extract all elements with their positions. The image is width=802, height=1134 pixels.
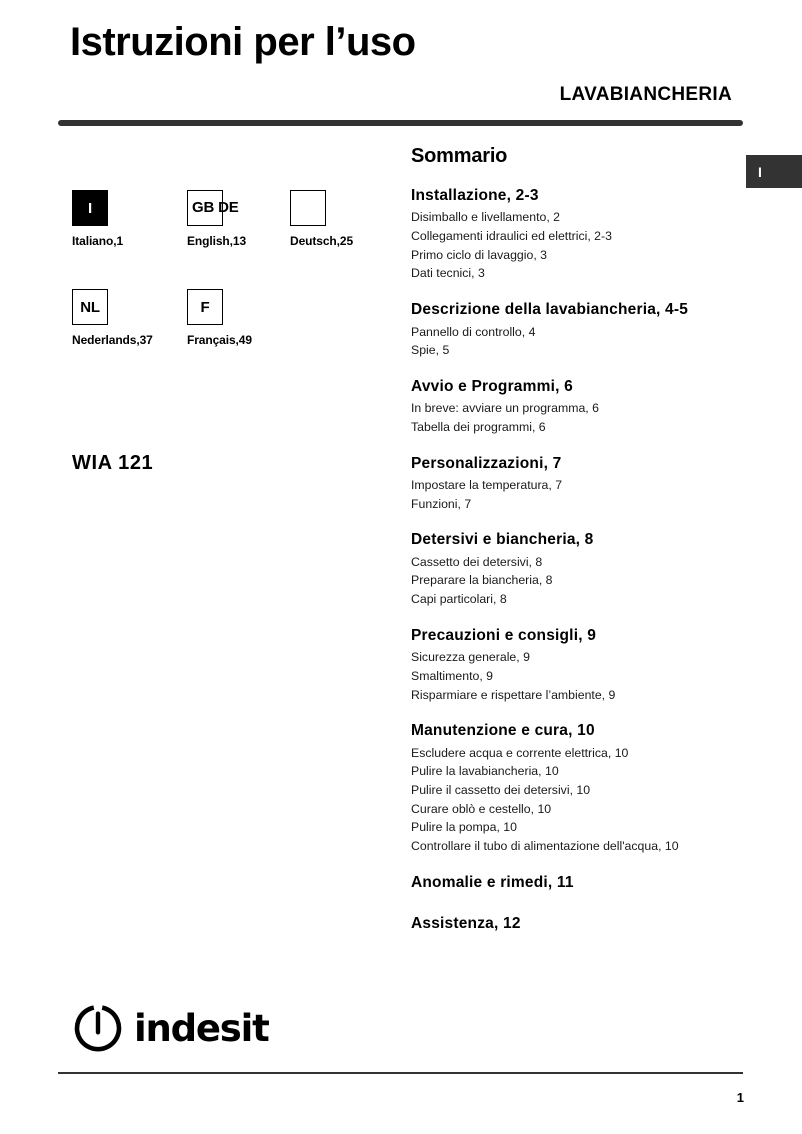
summary-heading[interactable]: Precauzioni e consigli, 9 [411, 626, 597, 644]
summary-entry[interactable]: Pannello di controllo, 4 [411, 324, 536, 339]
summary-title: Sommario [411, 145, 508, 167]
language-label: English,13 [187, 234, 247, 248]
language-code-box [290, 190, 326, 226]
product-type-label: LAVABIANCHERIA [559, 84, 732, 105]
language-row [72, 289, 392, 388]
language-tab-code: I [758, 163, 762, 180]
brand-logo [72, 1002, 269, 1054]
summary-entry[interactable]: Curare oblò e cestello, 10 [411, 801, 552, 816]
summary-entry[interactable]: Dati tecnici, 3 [411, 266, 485, 281]
summary-group [411, 454, 741, 514]
language-label: Italiano,1 [72, 234, 124, 248]
summary-entry[interactable]: Cassetto dei detersivi, 8 [411, 554, 543, 569]
summary-group [411, 914, 741, 933]
summary-entry[interactable]: In breve: avviare un programma, 6 [411, 401, 599, 416]
summary-group [411, 377, 741, 437]
page-number: 1 [736, 1090, 744, 1105]
indesit-power-circle-icon [72, 1002, 124, 1054]
language-label: Nederlands,37 [72, 333, 153, 347]
summary-group [411, 721, 741, 856]
language-code: GB DE [192, 199, 239, 216]
language-code: NL [80, 298, 100, 316]
summary-section [411, 146, 741, 956]
model-code: WIA 121 [72, 452, 154, 474]
summary-entry[interactable]: Disimballo e livellamento, 2 [411, 210, 560, 225]
summary-heading[interactable]: Anomalie e rimedi, 11 [411, 873, 574, 891]
language-code-box [187, 289, 223, 325]
summary-heading[interactable]: Assistenza, 12 [411, 915, 521, 933]
summary-entry-list [411, 399, 741, 436]
summary-entry[interactable]: Funzioni, 7 [411, 496, 472, 511]
language-item[interactable] [187, 190, 246, 248]
summary-entry[interactable]: Risparmiare e rispettare l’ambiente, 9 [411, 687, 616, 702]
language-code-box [72, 190, 108, 226]
header-divider [58, 120, 743, 126]
language-tab-italian [746, 155, 802, 188]
summary-entry-list [411, 476, 741, 513]
summary-group [411, 873, 741, 892]
summary-entry[interactable]: Smaltimento, 9 [411, 668, 494, 683]
summary-group [411, 186, 741, 283]
summary-entry[interactable]: Sicurezza generale, 9 [411, 650, 530, 665]
language-item[interactable] [72, 289, 153, 347]
language-code-box [72, 289, 108, 325]
summary-entry[interactable]: Primo ciclo di lavaggio, 3 [411, 247, 548, 262]
summary-heading[interactable]: Detersivi e biancheria, 8 [411, 531, 594, 549]
brand-name: indesit [134, 1006, 269, 1050]
summary-entry[interactable]: Escludere acqua e corrente elettrica, 10 [411, 745, 629, 760]
language-label: Français,49 [187, 333, 252, 347]
summary-heading[interactable]: Avvio e Programmi, 6 [411, 377, 573, 395]
language-item[interactable] [187, 289, 252, 347]
language-row [72, 190, 392, 289]
language-label: Deutsch,25 [290, 234, 354, 248]
language-code: F [200, 298, 210, 316]
language-item[interactable] [290, 190, 353, 248]
summary-entry[interactable]: Capi particolari, 8 [411, 592, 507, 607]
document-title: Istruzioni per l’uso [70, 20, 416, 64]
summary-entry-list [411, 744, 741, 856]
summary-entry[interactable]: Impostare la temperatura, 7 [411, 478, 563, 492]
summary-entry[interactable]: Pulire la lavabiancheria, 10 [411, 764, 559, 779]
summary-heading[interactable]: Manutenzione e cura, 10 [411, 722, 595, 740]
summary-group [411, 300, 741, 360]
summary-entry[interactable]: Tabella dei programmi, 6 [411, 419, 546, 434]
footer-divider [58, 1072, 743, 1074]
summary-entry-list [411, 648, 741, 704]
summary-entry-list [411, 208, 741, 283]
language-list [72, 190, 392, 388]
summary-entry[interactable]: Collegamenti idraulici ed elettrici, 2-3 [411, 229, 612, 244]
summary-entry[interactable]: Pulire il cassetto dei detersivi, 10 [411, 783, 591, 797]
summary-heading[interactable]: Installazione, 2-3 [411, 187, 539, 204]
summary-heading[interactable]: Personalizzazioni, 7 [411, 454, 562, 472]
summary-group [411, 626, 741, 704]
summary-entry[interactable]: Spie, 5 [411, 343, 450, 358]
summary-entry-list [411, 553, 741, 609]
summary-entry-list [411, 323, 741, 360]
language-item[interactable] [72, 190, 123, 248]
language-code-box [187, 190, 239, 226]
summary-entry[interactable]: Preparare la biancheria, 8 [411, 573, 553, 588]
summary-entry[interactable]: Pulire la pompa, 10 [411, 820, 517, 835]
language-code: I [88, 199, 92, 217]
summary-heading[interactable]: Descrizione della lavabiancheria, 4-5 [411, 301, 689, 319]
summary-entry[interactable]: Controllare il tubo di alimentazione dell'acqua, 10 [411, 839, 679, 854]
summary-group [411, 530, 741, 608]
